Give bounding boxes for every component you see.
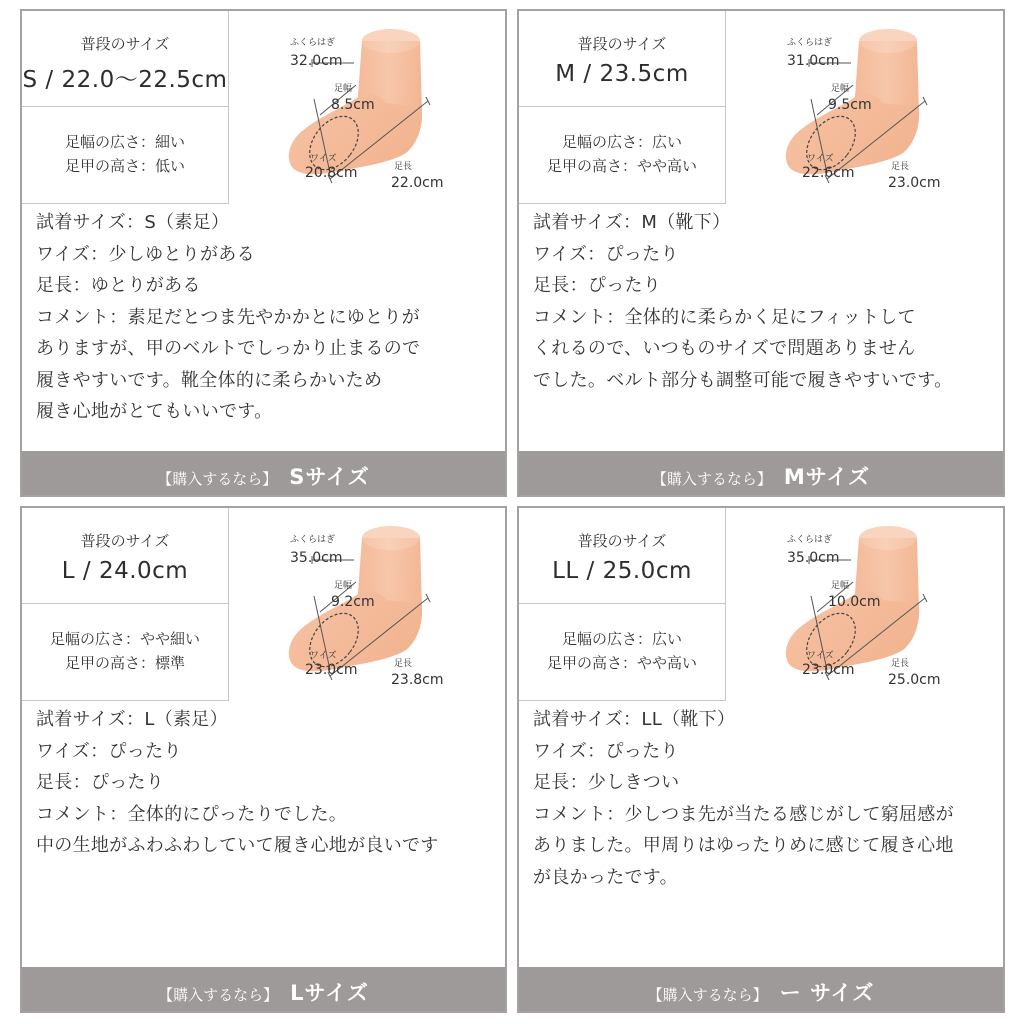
review-line: 試着サイズ：LL（靴下） [533,709,736,730]
buy-size-label: Mサイズ [783,465,871,489]
fitting-review [36,704,506,862]
review-line: コメント：少しつま先が当たる感じがして窮屈感が [533,803,954,825]
size-review-card [517,9,1005,497]
usual-size-value: L / 24.0cm [61,558,189,584]
buy-prefix-label: 【購入するなら】 [647,986,768,1004]
foot-measurement-diagram [727,508,1004,701]
review-line: コメント：全体的に柔らかく足にフィットして [533,306,916,328]
size-review-card [20,506,507,1013]
foot-shape-box [22,107,228,204]
review-line: 足長：ぴったり [533,275,662,296]
usual-size-box [22,11,228,107]
size-review-card [517,506,1005,1013]
length-label: 足長 [394,659,413,669]
width-value: 8.5cm [331,97,375,113]
width-label: 足幅 [334,84,353,94]
fitting-review [533,704,1003,893]
foot-width-text: 足幅の広さ：やや細い [49,630,200,648]
buy-prefix-label: 【購入するなら】 [157,470,278,488]
review-line: 足長：ぴったり [36,772,165,793]
instep-height-text: 足甲の高さ：標準 [64,654,185,672]
review-line: でした。ベルト部分も調整可能で履きやすいです。 [533,369,953,391]
wise-label: ワイズ [310,154,337,164]
calf-label: ふくらはぎ [290,535,336,545]
usual-size-box [22,508,228,604]
wise-value: 23.0cm [802,662,855,678]
foot-measurement-diagram [230,11,507,204]
usual-size-label: 普段のサイズ [577,532,667,550]
usual-size-panel [519,11,726,204]
review-line: ワイズ：ぴったり [533,740,679,762]
calf-value: 32.0cm [290,53,343,69]
buy-recommendation-bar[interactable] [22,967,505,1011]
foot-shape-box [519,604,725,701]
usual-size-label: 普段のサイズ [577,35,667,53]
buy-recommendation-bar[interactable] [519,967,1003,1011]
calf-label: ふくらはぎ [787,38,833,48]
usual-size-box [519,508,725,604]
foot-shape-box [22,604,228,701]
review-line: コメント：素足だとつま先やかかとにゆとりが [36,306,420,328]
width-value: 9.5cm [828,97,872,113]
usual-size-value: S / 22.0〜22.5cm [22,67,228,93]
instep-height-text: 足甲の高さ：やや高い [546,654,697,672]
length-value: 23.8cm [391,672,444,688]
buy-recommendation-bar[interactable] [22,451,505,495]
buy-prefix-label: 【購入するなら】 [158,986,279,1004]
review-line: 中の生地がふわふわしていて履き心地が良いです [36,835,439,856]
width-label: 足幅 [831,581,850,591]
instep-height-text: 足甲の高さ：低い [64,157,185,175]
length-value: 22.0cm [391,175,444,191]
length-label: 足長 [891,162,910,172]
length-label: 足長 [394,162,413,172]
buy-size-label: Sサイズ [289,465,370,489]
wise-label: ワイズ [310,651,337,661]
length-value: 23.0cm [888,175,941,191]
review-line: ワイズ：ぴったり [533,243,679,265]
foot-measurement-diagram [727,11,1004,204]
review-line: ワイズ：少しゆとりがある [36,243,255,265]
foot-width-text: 足幅の広さ：広い [561,133,682,151]
review-line: 足長：少しきつい [533,772,680,793]
calf-label: ふくらはぎ [290,38,336,48]
fitting-review [533,207,1003,396]
foot-measurement-diagram [230,508,507,701]
usual-size-panel [519,508,726,701]
buy-size-label: ー サイズ [779,981,875,1005]
review-line: 試着サイズ：S（素足） [36,212,230,233]
review-line: 履きやすいです。靴全体的に柔らかいため [36,369,383,391]
review-line: が良かったです。 [533,866,678,888]
foot-shape-box [519,107,725,204]
wise-value: 22.6cm [802,165,855,181]
review-line: ありました。甲周りはゆったりめに感じて履き心地 [533,835,954,856]
calf-value: 31.0cm [787,53,840,69]
wise-value: 20.8cm [305,165,358,181]
calf-value: 35.0cm [290,550,343,566]
review-line: 試着サイズ：L（素足） [36,709,228,730]
wise-label: ワイズ [807,154,834,164]
usual-size-panel [22,508,229,701]
wise-label: ワイズ [807,651,834,661]
buy-prefix-label: 【購入するなら】 [651,470,772,488]
length-value: 25.0cm [888,672,941,688]
usual-size-label: 普段のサイズ [80,35,170,53]
review-line: ワイズ：ぴったり [36,740,182,762]
calf-value: 35.0cm [787,550,840,566]
review-line: 試着サイズ：M（靴下） [533,212,731,233]
width-value: 9.2cm [331,594,375,610]
width-label: 足幅 [831,84,850,94]
buy-recommendation-bar[interactable] [519,451,1003,495]
usual-size-value: M / 23.5cm [555,61,689,87]
review-line: 足長：ゆとりがある [36,275,201,296]
size-review-card [20,9,507,497]
review-line: 履き心地がとてもいいです。 [36,401,273,422]
fitting-review [36,207,506,428]
instep-height-text: 足甲の高さ：やや高い [546,157,697,175]
review-line: コメント：全体的にぴったりでした。 [36,803,348,825]
length-label: 足長 [891,659,910,669]
foot-width-text: 足幅の広さ：細い [64,133,185,151]
usual-size-panel [22,11,229,204]
width-label: 足幅 [334,581,353,591]
buy-size-label: Lサイズ [290,981,369,1005]
width-value: 10.0cm [828,594,881,610]
usual-size-label: 普段のサイズ [80,532,170,550]
calf-label: ふくらはぎ [787,535,833,545]
review-line: くれるので、いつものサイズで問題ありません [533,338,916,359]
review-line: ありますが、甲のベルトでしっかり止まるので [36,338,421,359]
foot-width-text: 足幅の広さ：広い [561,630,682,648]
usual-size-value: LL / 25.0cm [552,558,692,584]
usual-size-box [519,11,725,107]
wise-value: 23.0cm [305,662,358,678]
